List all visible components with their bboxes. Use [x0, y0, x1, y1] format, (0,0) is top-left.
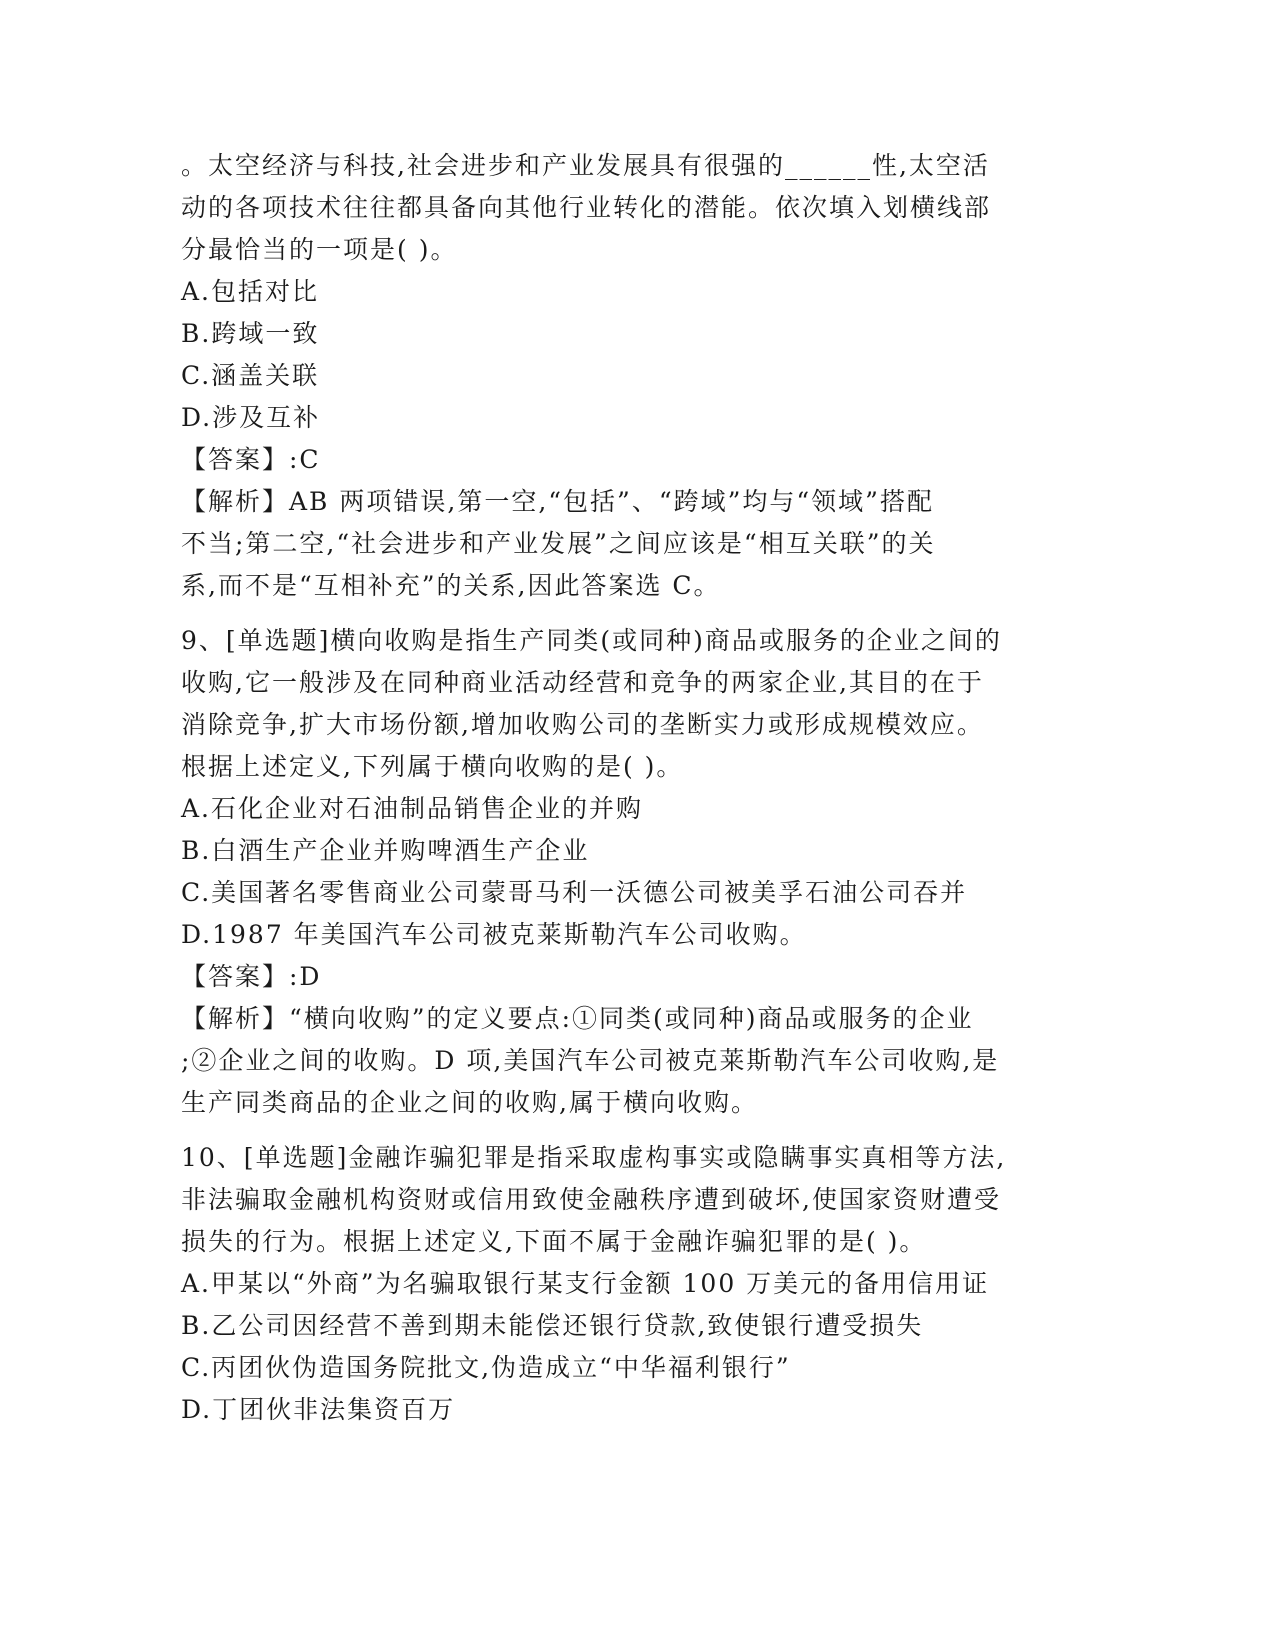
option-c: C.丙团伙伪造国务院批文,伪造成立“中华福利银行”: [181, 1353, 791, 1382]
question-stem-line: 非法骗取金融机构资财或信用致使金融秩序遭到破坏,使国家资财遭受: [181, 1185, 1001, 1214]
question-9: [181, 620, 1051, 1124]
option-d: D.1987 年美国汽车公司被克莱斯勒汽车公司收购。: [181, 920, 807, 949]
option-a: A.石化企业对石油制品销售企业的并购: [181, 794, 644, 823]
option-d: D.丁团伙非法集资百万: [181, 1395, 456, 1424]
question-8-continuation: [181, 145, 1051, 607]
option-b: B.白酒生产企业并购啤酒生产企业: [181, 836, 590, 865]
question-stem-line: 9、[单选题]横向收购是指生产同类(或同种)商品或服务的企业之间的: [181, 626, 1002, 655]
analysis-line: ;②企业之间的收购。D 项,美国汽车公司被克莱斯勒汽车公司收购,是: [181, 1046, 1000, 1075]
answer-line: 【答案】:C: [181, 445, 321, 474]
question-spacer: [181, 1124, 1051, 1137]
question-stem-line: 分最恰当的一项是( )。: [181, 235, 458, 264]
analysis-line: 不当;第二空,“社会进步和产业发展”之间应该是“相互关联”的关: [181, 529, 936, 558]
question-stem-line: 10、[单选题]金融诈骗犯罪是指采取虚构事实或隐瞒事实真相等方法,: [181, 1143, 1007, 1172]
question-stem-line: 消除竞争,扩大市场份额,增加收购公司的垄断实力或形成规模效应。: [181, 710, 984, 739]
document-page: [181, 145, 1051, 1431]
option-d: D.涉及互补: [181, 403, 321, 432]
option-a: A.甲某以“外商”为名骗取银行某支行金额 100 万美元的备用信用证: [181, 1269, 990, 1298]
question-stem-line: 动的各项技术往往都具备向其他行业转化的潜能。依次填入划横线部: [181, 193, 992, 222]
analysis-line: 【解析】AB 两项错误,第一空,“包括”、“跨域”均与“领域”搭配: [181, 487, 934, 516]
question-10: [181, 1137, 1051, 1431]
question-spacer: [181, 607, 1051, 620]
question-stem-line: 根据上述定义,下列属于横向收购的是( )。: [181, 752, 684, 781]
analysis-line: 【解析】“横向收购”的定义要点:①同类(或同种)商品或服务的企业: [181, 1004, 974, 1033]
question-stem-line: 。太空经济与科技,社会进步和产业发展具有很强的______性,太空活: [181, 151, 990, 180]
question-stem-line: 收购,它一般涉及在同种商业活动经营和竞争的两家企业,其目的在于: [181, 668, 984, 697]
option-a: A.包括对比: [181, 277, 320, 306]
option-c: C.美国著名零售商业公司蒙哥马利一沃德公司被美孚石油公司吞并: [181, 878, 968, 907]
question-stem-line: 损失的行为。根据上述定义,下面不属于金融诈骗犯罪的是( )。: [181, 1227, 927, 1256]
answer-line: 【答案】:D: [181, 962, 322, 991]
option-b: B.乙公司因经营不善到期未能偿还银行贷款,致使银行遭受损失: [181, 1311, 924, 1340]
analysis-line: 系,而不是“互相补充”的关系,因此答案选 C。: [181, 571, 721, 600]
option-b: B.跨域一致: [181, 319, 320, 348]
analysis-line: 生产同类商品的企业之间的收购,属于横向收购。: [181, 1088, 758, 1117]
option-c: C.涵盖关联: [181, 361, 320, 390]
